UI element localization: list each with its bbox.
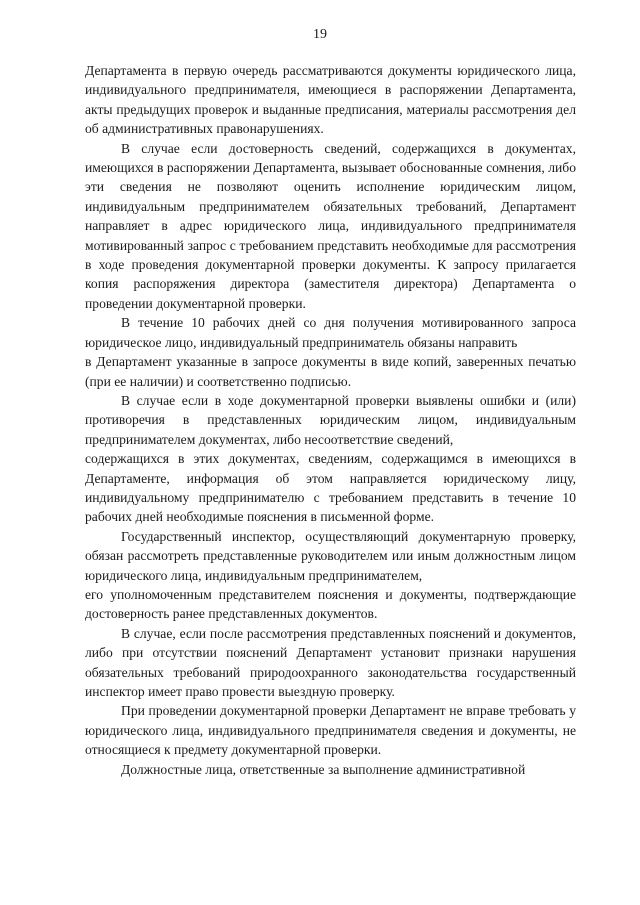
paragraph: В случае, если после рассмотрения представленных пояснений и документов, либо при отсутствии пояснений Департамент установит признаки нарушения обязательных требований природоохранного законодательства государственный инспектор имеет право провести выездную проверку. <box>85 625 576 699</box>
paragraph: Государственный инспектор, осуществляющий документарную проверку, обязан рассмотреть представленные руководителем или иным должностным лицом юридического лица, индивидуальным предпринимателем, <box>85 528 576 583</box>
paragraph: В случае если в ходе документарной проверки выявлены ошибки и (или) противоречия в представленных юридическим лицом, индивидуальным предпринимателем документах, либо несоответствие сведений, <box>85 392 576 447</box>
paragraph: в Департамент указанные в запросе документы в виде копий, заверенных печатью (при ее наличии) и соответственно подписью. <box>85 354 576 389</box>
paragraph: Департамента в первую очередь рассматриваются документы юридического лица, индивидуального предпринимателя, имеющиеся в распоряжении Департамента, акты предыдущих проверок и выданные предписания, материалы рассмотрения дел об административных правонарушениях. <box>85 63 576 137</box>
paragraph: В течение 10 рабочих дней со дня получения мотивированного запроса юридическое лицо, индивидуальный предприниматель обязаны направить <box>85 315 576 350</box>
paragraph: содержащихся в этих документах, сведениям, содержащимся в имеющихся в Департаменте, информация об этом направляется юридическому лицу, индивидуальному предпринимателю с требованием представить в течение 10 рабочих дней необходимые пояснения в письменной форме. <box>85 451 576 525</box>
document-body <box>85 61 576 779</box>
paragraph: В случае если достоверность сведений, содержащихся в документах, имеющихся в распоряжении Департамента, вызывает обоснованные сомнения, либо эти сведения не позволяют оценить исполнение юридическим лицом, индивидуальным предпринимателем обязательных требований, Департамент направляет в адрес юридического лица, индивидуального предпринимателя мотивированный запрос с требованием представить необходимые для рассмотрения в ходе проведения документарной проверки документы. К запросу прилагается копия распоряжения директора (заместителя директора) Департамента о проведении документарной проверки. <box>85 140 576 311</box>
paragraph: При проведении документарной проверки Департамент не вправе требовать у юридического лица, индивидуального предпринимателя сведения и документы, не относящиеся к предмету документарной проверки. <box>85 703 576 758</box>
paragraph: его уполномоченным представителем пояснения и документы, подтверждающие достоверность ранее представленных документов. <box>85 586 576 622</box>
page-number: 19 <box>313 27 327 42</box>
paragraph: Должностные лица, ответственные за выполнение административной <box>121 761 526 777</box>
